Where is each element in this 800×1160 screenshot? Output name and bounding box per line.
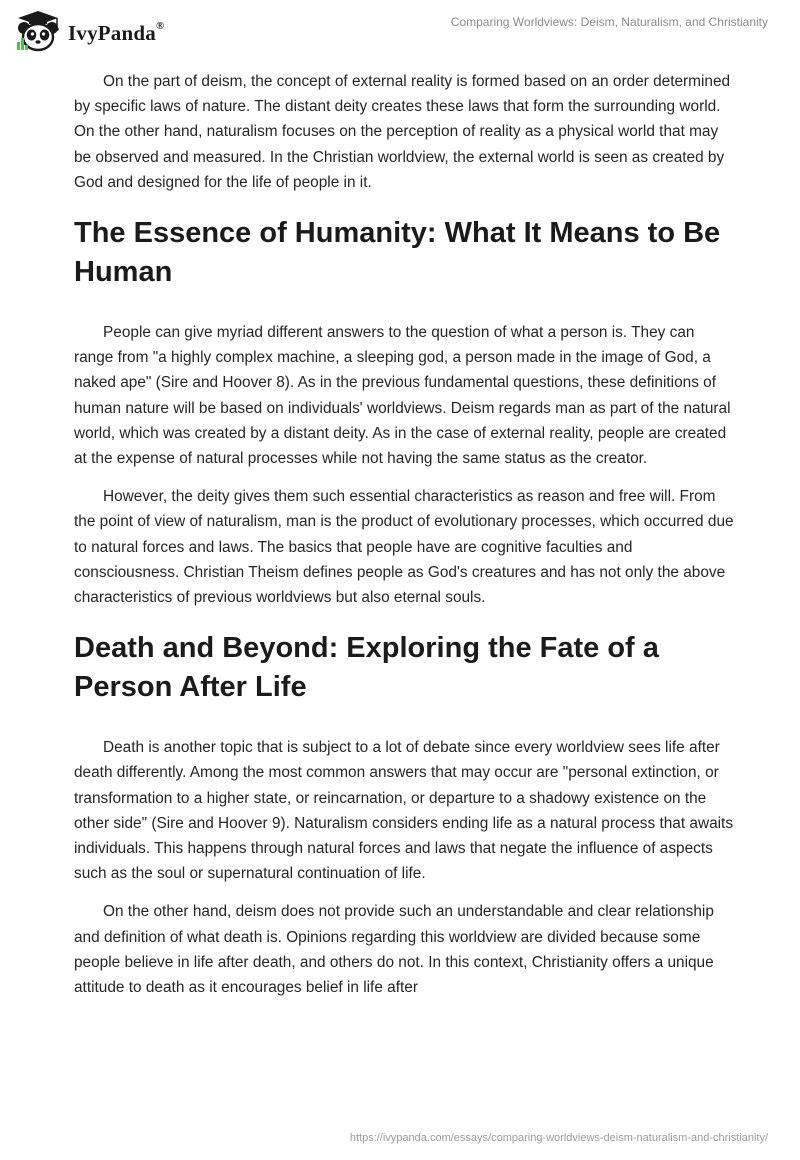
panda-graduate-icon — [14, 10, 62, 54]
essay-content — [74, 69, 734, 1013]
page-header — [0, 0, 800, 60]
source-url[interactable]: https://ivypanda.com/essays/comparing-worldviews-deism-naturalism-and-christianity/ — [349, 1132, 768, 1144]
ivypanda-logo[interactable] — [14, 10, 164, 54]
paragraph-reason-free-will: However, the deity gives them such essential characteristics as reason and free will. From the point of view of naturalism, man is the product of evolutionary processes, which occurred due to natural forces and laws. The basics that people have are cognitive faculties and consciousness. Christian Theism defines people as God's creatures and has not only the above characteristics of previous worldviews but also eternal souls. — [74, 488, 734, 607]
paragraph-death-debate: Death is another topic that is subject to a lot of debate since every worldview sees life after death differently. Among the most common answers that may occur are "personal extinction, or transformation to a higher state, or reincarnation, or departure to a shadowy existence on the other side" (Sire and Hoover 9). Naturalism considers ending life as a natural process that awaits individuals. This happens through natural forces and laws that negate the influence of aspects such as the soul or supernatural continuation of life. — [74, 739, 734, 883]
paragraph-human-nature: People can give myriad different answers to the question of what a person is. They can range from "a highly complex machine, a sleeping god, a person made in the image of God, a naked ape" (Sire and Hoover 8). As in the previous fundamental questions, these definitions of human nature will be based on individuals' worldviews. Deism regards man as part of the natural world, which was created by a distant deity. As in the case of external reality, people are created at the expense of natural processes while not having the same status as the creator. — [74, 324, 731, 468]
heading-essence-of-humanity: The Essence of Humanity: What It Means to Be Human — [74, 217, 721, 289]
document-title: Comparing Worldviews: Deism, Naturalism, and Christianity — [450, 15, 768, 29]
paragraph-external-reality: On the part of deism, the concept of external reality is formed based on an order determined by specific laws of nature. The distant deity creates these laws that form the surrounding world. On the other hand, naturalism focuses on the perception of reality as a physical world that may be observed and measured. In the Christian worldview, the external world is seen as created by God and designed for the life of people in it. — [74, 73, 731, 191]
heading-death-and-beyond: Death and Beyond: Exploring the Fate of a Person After Life — [74, 632, 659, 704]
paragraph-deism-death: On the other hand, deism does not provide such an understandable and clear relationship and definition of what death is. Opinions regarding this worldview are divided because some people believe in life after death, and others do not. In this context, Christianity offers a unique attitude to death as it encourages belief in life after — [74, 903, 714, 997]
logo-wordmark: IvyPanda® — [68, 19, 165, 45]
